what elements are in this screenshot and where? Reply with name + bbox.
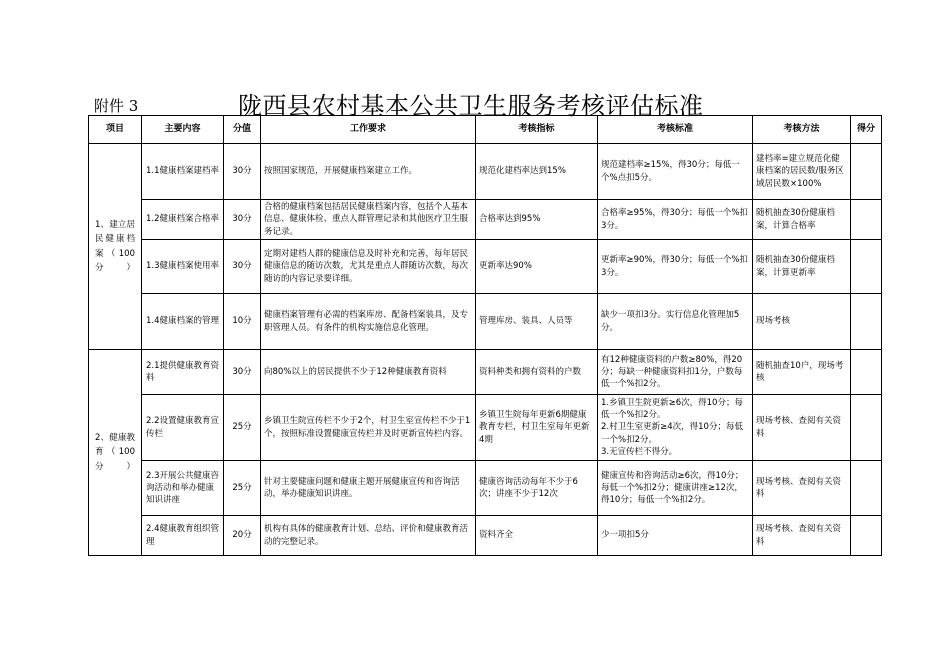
content-cell: 1.3健康档案使用率 [142,240,224,294]
points-cell [851,395,882,461]
method-cell: 随机抽查10户，现场考核 [753,350,851,395]
score-cell: 20分 [224,516,261,556]
table-row [89,294,882,350]
content-cell: 2.4健康教育组织管理 [142,516,224,556]
score-cell: 25分 [224,395,261,461]
section-item-2: 2、健康教育（100分） [89,350,142,556]
score-cell: 25分 [224,461,261,516]
content-cell: 2.3开展公共健康咨询活动和举办健康知识讲座 [142,461,224,516]
method-cell: 现场考核、查阅有关资料 [753,516,851,556]
document-title: 陇西县农村基本公共卫生服务考核评估标准 [238,92,704,120]
requirement-cell: 合格的健康档案包括居民健康档案内容，包括个人基本信息、健康体检、重点人群管理记录和其他医疗卫生服务记录。 [261,200,476,240]
score-cell: 30分 [224,144,261,200]
standard-cell: 更新率≥90%，得30分；每低一个%扣3分。 [598,240,753,294]
score-cell: 10分 [224,294,261,350]
column-header-points: 得分 [851,116,882,144]
indicator-cell: 资料种类和拥有资料的户数 [476,350,598,395]
indicator-cell: 合格率达到95% [476,200,598,240]
points-cell [851,144,882,200]
column-header-indicator: 考核指标 [476,116,598,144]
method-cell: 现场考核、查阅有关资料 [753,461,851,516]
requirement-cell: 定期对建档人群的健康信息及时补充和完善，每年居民健康信息的随访次数，尤其是重点人群随访次数，每次随访的内容记录要详细。 [261,240,476,294]
requirement-cell: 按照国家规范，开展健康档案建立工作。 [261,144,476,200]
method-cell: 随机抽查30份健康档案，计算更新率 [753,240,851,294]
section-item-1: 1、建立居民健康档案（100分） [89,144,142,350]
score-cell: 30分 [224,200,261,240]
points-cell [851,240,882,294]
column-header-score: 分值 [224,116,261,144]
indicator-cell: 健康咨询活动每年不少于6次；讲座不少于12次 [476,461,598,516]
points-cell [851,516,882,556]
standard-cell: 规范建档率≥15%，得30分；每低一个%点扣5分。 [598,144,753,200]
table-row [89,516,882,556]
standard-cell: 少一项扣5分 [598,516,753,556]
indicator-cell: 资料齐全 [476,516,598,556]
attachment-label: 附件 3 [94,97,139,115]
method-cell: 现场考核 [753,294,851,350]
column-header-item: 项目 [89,116,142,144]
column-header-method: 考核方法 [753,116,851,144]
requirement-cell: 向80%以上的居民提供不少于12种健康教育资料 [261,350,476,395]
column-header-content: 主要内容 [142,116,224,144]
table-header-row [89,116,882,144]
points-cell [851,294,882,350]
content-cell: 2.1提供健康教育资料 [142,350,224,395]
standard-cell: 有12种健康资料的户数≥80%，得20分；每缺一种健康资料扣1分，户数每低一个%扣2分。 [598,350,753,395]
content-cell: 2.2设置健康教育宣传栏 [142,395,224,461]
assessment-table [88,115,882,556]
points-cell [851,200,882,240]
document-header [94,86,884,118]
method-cell: 现场考核、查阅有关资料 [753,395,851,461]
table-row [89,144,882,200]
requirement-cell: 机构有具体的健康教育计划、总结、评价和健康教育活动的完整记录。 [261,516,476,556]
standard-cell: 缺少一项扣3分。实行信息化管理加5分。 [598,294,753,350]
points-cell [851,350,882,395]
content-cell: 1.1健康档案建档率 [142,144,224,200]
indicator-cell: 乡镇卫生院每年更新6期健康教育专栏，村卫生室每年更新4期 [476,395,598,461]
indicator-cell: 规范化建档率达到15% [476,144,598,200]
standard-cell: 健康宣传和咨询活动≥6次，得10分；每低一个%扣2分；健康讲座≥12次，得10分；每低一个%扣2分。 [598,461,753,516]
requirement-cell: 健康档案管理有必需的档案库房、配备档案装具，及专职管理人员。有条件的机构实施信息化管理。 [261,294,476,350]
table-row [89,461,882,516]
standard-cell: 1.乡镇卫生院更新≥6次，得10分；每低一个%扣2分。 2.村卫生室更新≥4次，得10分；每低一个%扣2分。 3.无宣传栏不得分。 [598,395,753,461]
method-cell: 建档率=建立规范化健康档案的居民数/服务区域居民数×100% [753,144,851,200]
table-row [89,200,882,240]
column-header-standard: 考核标准 [598,116,753,144]
column-header-requirement: 工作要求 [261,116,476,144]
indicator-cell: 更新率达90% [476,240,598,294]
content-cell: 1.2健康档案合格率 [142,200,224,240]
score-cell: 30分 [224,350,261,395]
table-row [89,395,882,461]
points-cell [851,461,882,516]
table-row [89,350,882,395]
indicator-cell: 管理库房、装具、人员等 [476,294,598,350]
method-cell: 随机抽查30份健康档案，计算合格率 [753,200,851,240]
standard-cell: 合格率≥95%，得30分；每低一个%扣3分。 [598,200,753,240]
requirement-cell: 乡镇卫生院宣传栏不少于2个，村卫生室宣传栏不少于1个，按照标准设置健康宣传栏并及时更新宣传栏内容。 [261,395,476,461]
table-row [89,240,882,294]
content-cell: 1.4健康档案的管理 [142,294,224,350]
score-cell: 30分 [224,240,261,294]
requirement-cell: 针对主要健康问题和健康主题开展健康宣传和咨询活动，举办健康知识讲座。 [261,461,476,516]
